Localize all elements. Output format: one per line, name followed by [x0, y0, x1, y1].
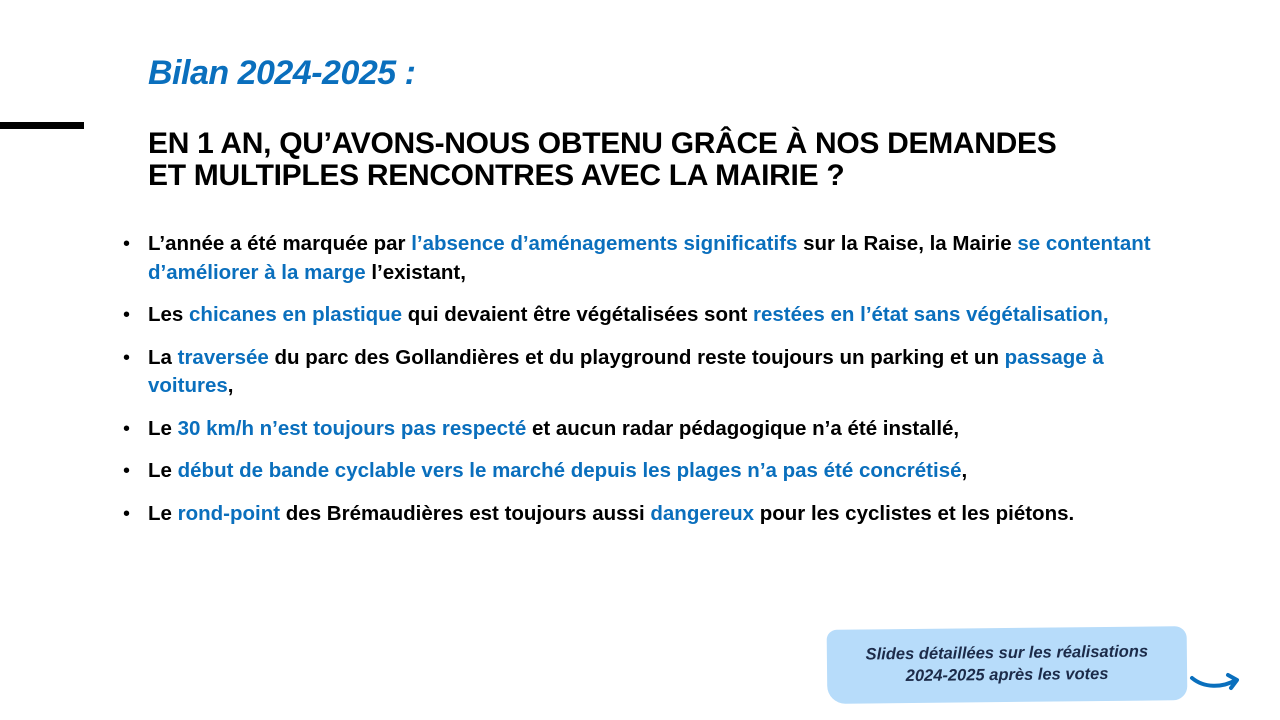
slide-subtitle: Bilan 2024-2025 :	[148, 54, 416, 92]
bullet-text: Le	[148, 459, 178, 482]
highlighted-text: 30 km/h n’est toujours pas respecté	[177, 416, 527, 440]
highlighted-text: passage à voitures	[148, 345, 1104, 397]
highlighted-text: restées en l’état sans végétalisation,	[753, 303, 1109, 326]
bullet-item	[120, 415, 1160, 444]
bullet-dot: •	[123, 346, 131, 369]
curved-arrow-icon	[1188, 666, 1244, 696]
bullet-dot: •	[123, 233, 131, 255]
bullet-text: L’année a été marquée par	[148, 232, 412, 255]
callout-line-2: 2024-2025 après les votes	[905, 664, 1109, 686]
bullet-item	[120, 230, 1160, 287]
slide-heading	[148, 128, 1228, 192]
bullet-text: et aucun radar pédagogique n’a été installé,	[526, 416, 960, 440]
heading-line-1: EN 1 AN, QU’AVONS-NOUS OBTENU GRÂCE À NOS DEMANDES	[148, 127, 1057, 160]
callout-line-1: Slides détaillées sur les réalisations	[865, 642, 1149, 664]
bullet-text: pour les cyclistes et les piétons.	[754, 501, 1075, 525]
callout-box	[827, 626, 1188, 704]
bullet-dot: •	[123, 417, 131, 440]
bullet-text: du parc des Gollandières et du playground reste toujours un parking et un	[268, 345, 1005, 369]
bullet-item	[120, 500, 1160, 529]
highlighted-text: rond-point	[177, 501, 281, 525]
bullet-text: Le	[148, 501, 178, 525]
bullet-text: l’existant,	[365, 260, 466, 284]
bullet-dot: •	[123, 460, 131, 482]
bullet-dot: •	[123, 304, 131, 326]
highlighted-text: début de bande cyclable vers le marché depuis les plages n’a pas été concrétisé	[177, 459, 962, 482]
bullet-text: des Brémaudières est toujours aussi	[280, 501, 651, 525]
bullet-list	[120, 230, 1160, 542]
heading-line-2: ET MULTIPLES RENCONTRES AVEC LA MAIRIE ?	[148, 159, 845, 192]
bullet-text: Le	[148, 416, 178, 440]
bullet-text: La	[148, 345, 178, 369]
highlighted-text: traversée	[177, 345, 269, 369]
accent-bar	[0, 122, 84, 129]
bullet-text: sur la Raise, la Mairie	[797, 232, 1018, 255]
highlighted-text: se contentant d’améliorer à la marge	[148, 232, 1151, 284]
bullet-text: qui devaient être végétalisées sont	[402, 303, 754, 326]
bullet-text: Les	[148, 303, 190, 326]
bullet-text: ,	[227, 374, 234, 397]
highlighted-text: chicanes en plastique	[189, 303, 403, 326]
highlighted-text: l’absence d’aménagements significatifs	[411, 232, 798, 255]
bullet-dot: •	[123, 502, 131, 525]
bullet-item	[120, 457, 1160, 486]
bullet-item	[120, 344, 1160, 401]
bullet-text: ,	[961, 459, 968, 482]
bullet-item	[120, 301, 1160, 330]
highlighted-text: dangereux	[650, 501, 755, 525]
